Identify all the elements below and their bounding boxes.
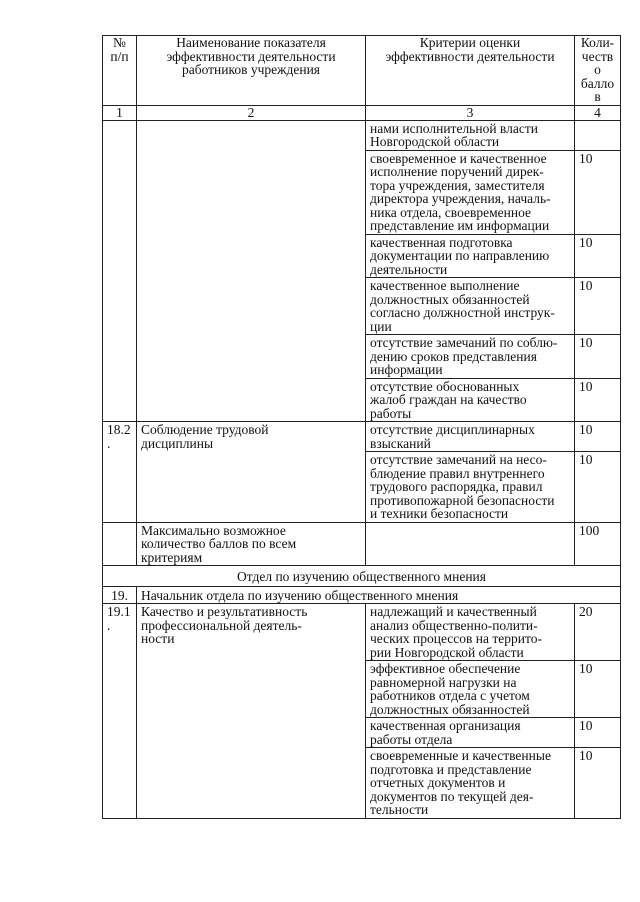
- criteria-cell: отсутствие замечаний на несо- блюдение правил внутреннего трудового распорядка, правил противопожарной безопасности и техники безопасности: [366, 452, 575, 523]
- number-cell-empty: [103, 120, 137, 422]
- criteria-cell: качественная организация работы отдела: [366, 718, 575, 748]
- criteria-cell: отсутствие замечаний по соблю- дению сроков представления информации: [366, 335, 575, 379]
- criteria-cell: нами исполнительной власти Новгородской области: [366, 120, 575, 150]
- points-cell: 10: [575, 150, 621, 234]
- criteria-cell: отсутствие дисциплинарных взысканий: [366, 422, 575, 452]
- criteria-cell: качественная подготовка документации по направлению деятельности: [366, 234, 575, 278]
- name-cell-empty: [137, 120, 366, 422]
- criteria-cell: отсутствие обоснованных жалоб граждан на качество работы: [366, 378, 575, 422]
- header-criteria: Критерии оценки эффективности деятельности: [366, 36, 575, 106]
- indicator-name: Соблюдение трудовой дисциплины: [137, 422, 366, 523]
- column-number: 2: [137, 105, 366, 120]
- column-number: 4: [575, 105, 621, 120]
- header-indicator-name: Наименование показателя эффективности деятельности работников учреждения: [137, 36, 366, 106]
- item-number: 19.1.: [103, 604, 137, 819]
- item-number: 19.: [103, 586, 137, 604]
- column-number: 1: [103, 105, 137, 120]
- points-cell: 10: [575, 378, 621, 422]
- section-row: [103, 566, 621, 587]
- criteria-cell: качественное выполнение должностных обязанностей согласно должностной инструк- ции: [366, 278, 575, 335]
- points-cell: 10: [575, 234, 621, 278]
- criteria-table: [102, 35, 621, 819]
- table-row: [103, 604, 621, 661]
- position-row: [103, 586, 621, 604]
- section-title: Отдел по изучению общественного мнения: [103, 566, 621, 587]
- points-cell: 10: [575, 335, 621, 379]
- points-cell: 10: [575, 278, 621, 335]
- header-points: Коли- чество баллов: [575, 36, 621, 106]
- points-cell-empty: [575, 120, 621, 150]
- criteria-cell: своевременные и качественные подготовка и представление отчетных документов и документов по текущей дея- тельности: [366, 748, 575, 819]
- max-score-label: Максимально возможное количество баллов по всем критериям: [137, 522, 366, 566]
- number-cell-empty: [103, 522, 137, 566]
- criteria-cell: надлежащий и качественный анализ общественно-полити- ческих процессов на террито- рии Новгородской области: [366, 604, 575, 661]
- item-number: 18.2.: [103, 422, 137, 523]
- points-cell: 10: [575, 718, 621, 748]
- criteria-cell: эффективное обеспечение равномерной нагрузки на работников отдела с учетом должностных обязанностей: [366, 661, 575, 718]
- table-row: [103, 120, 621, 150]
- points-cell: 10: [575, 452, 621, 523]
- criteria-cell-empty: [366, 522, 575, 566]
- indicator-name: Качество и результативность профессиональной деятель- ности: [137, 604, 366, 819]
- points-cell: 10: [575, 748, 621, 819]
- table-row: [103, 422, 621, 452]
- points-cell: 10: [575, 661, 621, 718]
- criteria-cell: своевременное и качественное исполнение поручений дирек- тора учреждения, заместителя директора учреждения, началь- ника отдела, своевременное представление им информации: [366, 150, 575, 234]
- points-cell: 10: [575, 422, 621, 452]
- max-score-row: [103, 522, 621, 566]
- position-title: Начальник отдела по изучению общественного мнения: [137, 586, 621, 604]
- column-number: 3: [366, 105, 575, 120]
- table-header-row: [103, 36, 621, 106]
- column-number-row: [103, 105, 621, 120]
- points-cell: 20: [575, 604, 621, 661]
- max-score-points: 100: [575, 522, 621, 566]
- header-number: № п/п: [103, 36, 137, 106]
